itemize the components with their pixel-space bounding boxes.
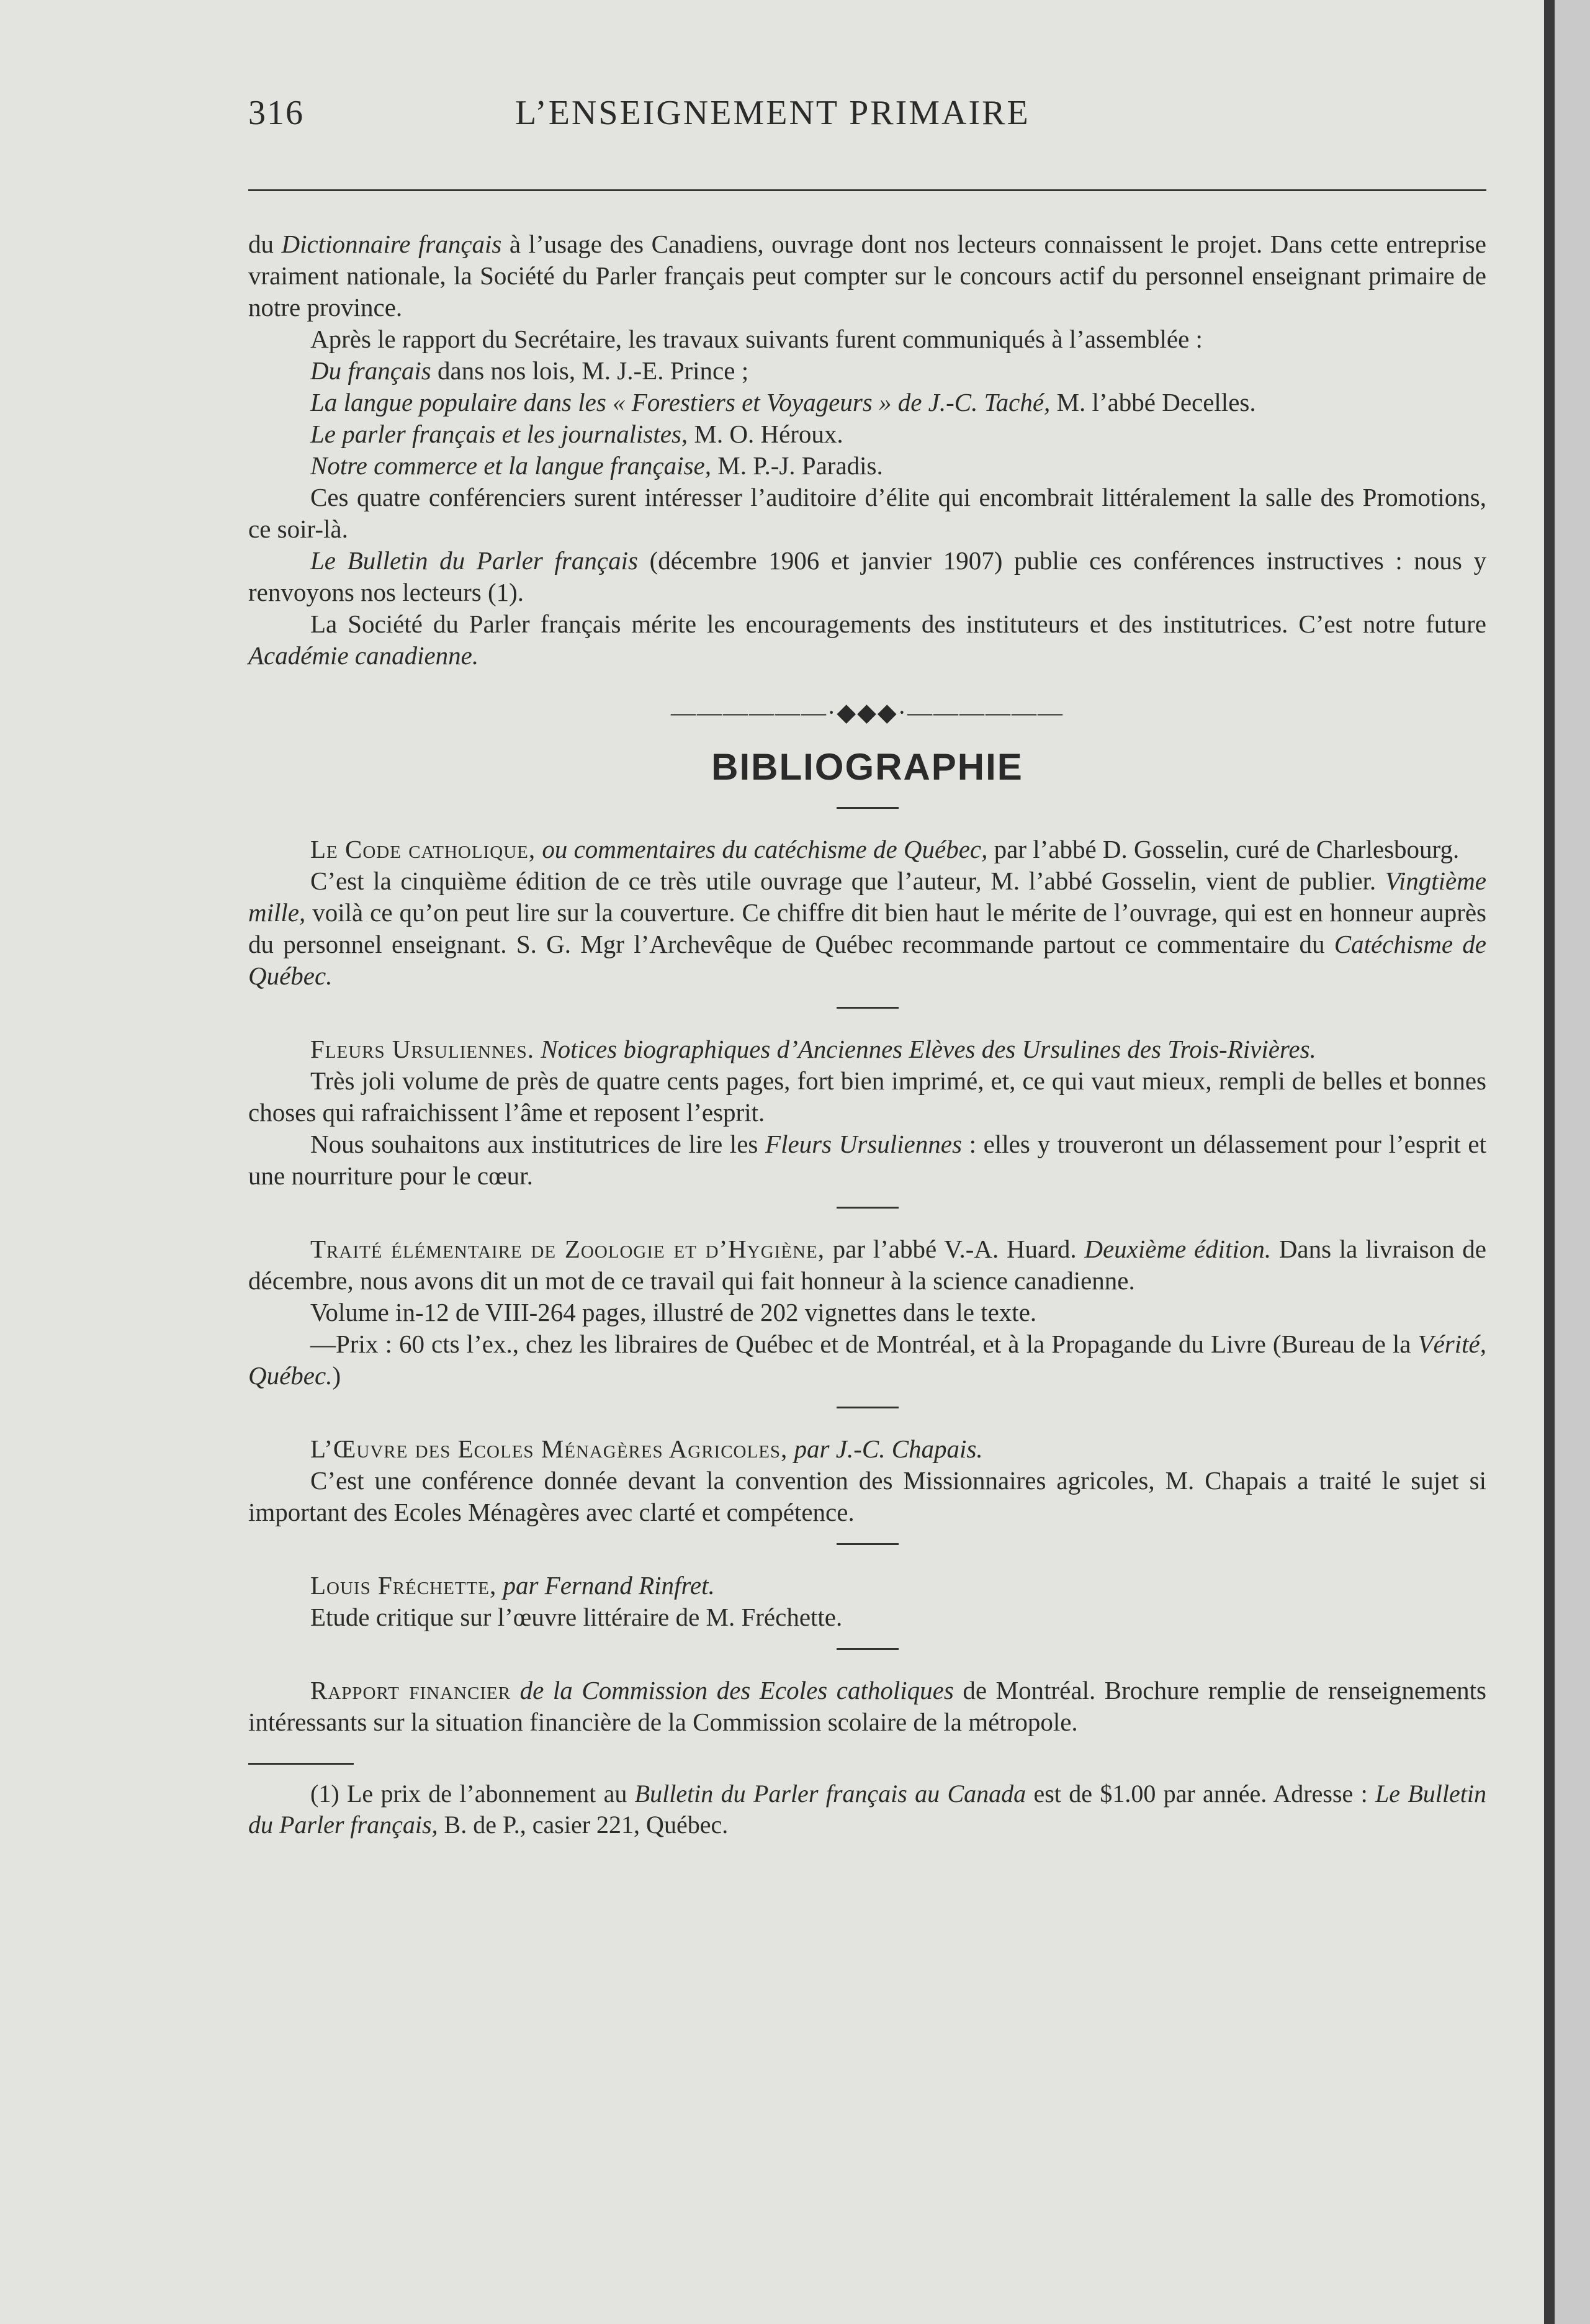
work-item — [248, 355, 1486, 387]
text: (1) Le prix de l’abonnement au — [310, 1780, 635, 1808]
text: à l’usage des Canadiens, ouvrage dont nos lecteurs connaissent le projet. Dans cette entreprise vraiment nationale, la Société du Parler français peut compter sur le concours actif du personnel enseignant primaire de notre province. — [248, 230, 1486, 322]
text: M. O. Héroux. — [688, 420, 843, 448]
bibliography-entry — [248, 1034, 1486, 1192]
title-rule — [837, 807, 899, 809]
paragraph: Ces quatre conférenciers surent intéresser l’auditoire d’élite qui encombrait littéralement la salle des Promotions, ce soir-là. — [248, 483, 1486, 543]
text: de Montréal. Brochure remplie de renseignements intéressants sur la situation financière de la Commission scolaire de la métropole. — [248, 1676, 1487, 1736]
text: —Prix : 60 cts l’ex., chez les libraires de Québec et de Montréal, et à la Propagande du Livre (Bureau de la — [310, 1330, 1418, 1358]
text: dans nos lois, M. J.-E. Prince ; — [431, 356, 749, 385]
small-caps-text: Rapport financier — [310, 1676, 511, 1705]
paragraph — [248, 228, 1486, 323]
header-rule — [248, 189, 1486, 191]
entry-heading — [248, 1675, 1486, 1738]
text: voilà ce qu’on peut lire sur la couverture. Ce chiffre dit bien haut le mérite de l’ouvrage, qui est en honneur auprès du personnel enseignant. S. G. Mgr l’Archevêque de Québec recommande partout ce commentaire du — [248, 898, 1486, 958]
text: Dans la livraison de décembre, nous avons dit un mot de ce travail qui fait honneur à la science canadienne. — [248, 1235, 1486, 1295]
text: B. de P., casier 221, Québec. — [438, 1811, 729, 1839]
italic-text: par J.-C. Chapais. — [788, 1434, 983, 1463]
text: est de $1.00 par année. Adresse : — [1026, 1780, 1376, 1808]
bibliography-entry — [248, 834, 1486, 992]
bibliography-entry — [248, 1433, 1486, 1528]
italic-text: Le parler français et les journalistes, — [310, 420, 688, 448]
text: ) — [332, 1361, 341, 1390]
paragraph — [248, 545, 1486, 608]
small-caps-text: Louis Fréchette, — [310, 1571, 497, 1600]
italic-text: Fleurs Ursuliennes — [765, 1130, 962, 1158]
italic-text: Le Bulletin du Parler français, — [248, 1780, 1487, 1839]
text: du — [248, 230, 282, 258]
italic-text: par Fernand Rinfret. — [496, 1571, 715, 1600]
work-item — [248, 387, 1486, 418]
italic-text: Bulletin du Parler français au Canada — [634, 1780, 1026, 1808]
entry-heading — [248, 1233, 1486, 1297]
italic-text: La langue populaire dans les « Forestiers et Voyageurs » de J.-C. Taché, — [310, 388, 1051, 417]
running-title: L’ENSEIGNEMENT PRIMAIRE — [515, 94, 1030, 132]
entry-separator — [837, 1007, 899, 1009]
text: par l’abbé V.-A. Huard. — [824, 1235, 1085, 1263]
entry-separator — [837, 1407, 899, 1408]
entry-heading — [248, 834, 1486, 865]
entry-body — [248, 1328, 1486, 1392]
page-content — [248, 93, 1486, 1840]
small-caps-text: Fleurs Ursuliennes. — [310, 1035, 534, 1063]
italic-text: Dictionnaire français — [281, 230, 502, 258]
text: (décembre 1906 et janvier 1907) publie ces conférences instructives : nous y renvoyons nos lecteurs (1). — [248, 546, 1487, 606]
entry-body: Très joli volume de près de quatre cents pages, fort bien imprimé, et, ce qui vaut mieux, rempli de belles et bonnes choses qui rafraichissent l’âme et reposent l’esprit. — [248, 1066, 1486, 1127]
small-caps-text: L’Œuvre des Ecoles Ménagères Agricoles, — [310, 1434, 788, 1463]
entry-separator — [837, 1648, 899, 1650]
section-title: BIBLIOGRAPHIE — [711, 746, 1023, 788]
entry-body — [248, 1128, 1486, 1192]
footnote-text — [248, 1778, 1486, 1840]
italic-text: Vingtième mille, — [248, 867, 1486, 927]
entry-body: Volume in-12 de VIII-264 pages, illustré de 202 vignettes dans le texte. — [310, 1298, 1037, 1326]
entry-body — [248, 865, 1486, 992]
text: M. P.-J. Paradis. — [711, 451, 883, 480]
entry-heading — [248, 1570, 1486, 1601]
italic-text: Du français — [310, 356, 431, 385]
text: Nous souhaitons aux institutrices de lire les — [310, 1130, 766, 1158]
italic-text: Catéchisme de Québec. — [248, 930, 1487, 990]
entry-separator — [837, 1543, 899, 1545]
text: par l’abbé D. Gosselin, curé de Charlesbourg. — [987, 835, 1460, 863]
page-edge — [1555, 0, 1590, 2324]
work-item — [248, 450, 1486, 482]
text: M. l’abbé Decelles. — [1050, 388, 1256, 417]
entry-separator — [837, 1207, 899, 1209]
entry-heading — [248, 1034, 1486, 1065]
footnote — [248, 1778, 1486, 1840]
italic-text: Vérité, Québec. — [248, 1330, 1486, 1390]
italic-text: Notre commerce et la langue française, — [310, 451, 711, 480]
small-caps-text: Traité élémentaire de Zoologie et d’Hygiène, — [310, 1235, 825, 1263]
bibliography-entry — [248, 1570, 1486, 1633]
italic-text: de la Commission des Ecoles catholiques — [511, 1676, 954, 1705]
page-number: 316 — [248, 94, 304, 132]
paragraph: Après le rapport du Secrétaire, les travaux suivants furent communiqués à l’assemblée : — [310, 325, 1203, 353]
bibliography-entry — [248, 1675, 1486, 1738]
paragraph — [248, 608, 1486, 672]
entry-body: Etude critique sur l’œuvre littéraire de M. Fréchette. — [310, 1603, 843, 1631]
page-header — [248, 93, 1486, 161]
bibliography-entry — [248, 1233, 1486, 1392]
text: La Société du Parler français mérite les encouragements des instituteurs et des institutrices. C’est notre future — [310, 610, 1486, 638]
small-caps-text: Le Code catholique, — [310, 835, 536, 863]
italic-text: Notices biographiques d’Anciennes Elèves des Ursulines des Trois-Rivières. — [534, 1035, 1316, 1063]
italic-text: Deuxième édition. — [1084, 1235, 1272, 1263]
entry-body: C’est une conférence donnée devant la convention des Missionnaires agricoles, M. Chapais a traité le sujet si important des Ecoles Ménagères avec clarté et compétence. — [248, 1466, 1486, 1526]
work-item — [248, 418, 1486, 450]
text: C’est la cinquième édition de ce très utile ouvrage que l’auteur, M. l’abbé Gosselin, vient de publier. — [310, 867, 1385, 895]
text: : elles y trouveront un délassement pour l’esprit et une nourriture pour le cœur. — [248, 1130, 1486, 1190]
ornamental-divider: ——————·◆◆◆·—————— — [671, 698, 1064, 726]
footnote-rule — [248, 1763, 354, 1765]
italic-text: Académie canadienne. — [248, 641, 479, 670]
intro-text — [248, 228, 1486, 672]
italic-text: ou commentaires du catéchisme de Québec, — [536, 835, 988, 863]
italic-text: Le Bulletin du Parler français — [310, 546, 638, 575]
entry-heading — [248, 1433, 1486, 1465]
